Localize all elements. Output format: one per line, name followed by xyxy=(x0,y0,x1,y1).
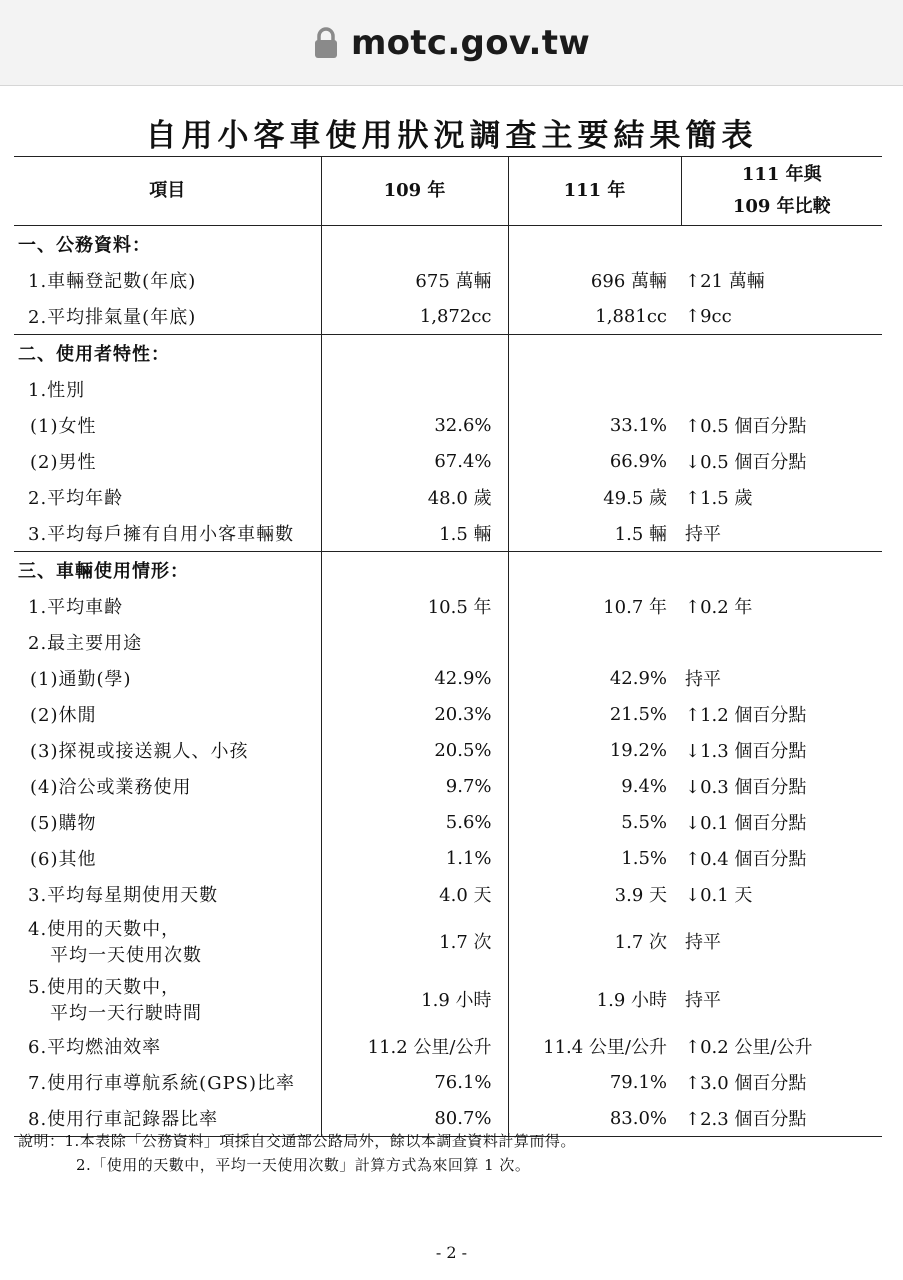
value-111: 3.9 天 xyxy=(614,885,667,906)
value-111: 21.5% xyxy=(609,703,667,725)
row-label: (1)通勤(學) xyxy=(14,660,321,696)
value-111: 42.9% xyxy=(609,667,667,689)
section-heading-row xyxy=(14,552,882,589)
row-label: 2.平均排氣量(年底) xyxy=(14,298,321,335)
row-label: (3)探視或接送親人、小孩 xyxy=(14,732,321,768)
value-109: 76.1% xyxy=(321,1064,508,1100)
header-109: 109 年 xyxy=(321,157,508,226)
header-compare-line1: 111 年與 xyxy=(741,164,822,185)
footnotes xyxy=(18,1129,576,1177)
row-label: 1.車輛登記數(年底) xyxy=(14,262,321,298)
row-label: (6)其他 xyxy=(14,840,321,876)
table-row xyxy=(14,515,882,552)
value-111: 83.0% xyxy=(508,1100,681,1137)
value-109: 20.5% xyxy=(321,732,508,768)
value-compare xyxy=(681,371,882,407)
value-compare: ↓0.1 個百分點 xyxy=(685,813,807,834)
table-row xyxy=(14,624,882,660)
row-label-line2: 平均一天行駛時間 xyxy=(50,1003,202,1024)
value-109: 4.0 天 xyxy=(321,876,508,912)
value-109: 1.7 次 xyxy=(321,912,508,970)
section-heading: 二、使用者特性： xyxy=(14,335,321,372)
table-row xyxy=(14,588,882,624)
value-109: 5.6% xyxy=(321,804,508,840)
document-title: 自用小客車使用狀況調查主要結果簡表 xyxy=(145,118,758,154)
value-compare: ↑0.2 年 xyxy=(685,597,753,618)
value-109: 1.1% xyxy=(321,840,508,876)
value-111 xyxy=(508,371,681,407)
value-111: 9.4% xyxy=(621,775,667,797)
row-label: 7.使用行車導航系統(GPS)比率 xyxy=(14,1064,321,1100)
row-label: (5)購物 xyxy=(14,804,321,840)
value-109: 48.0 歲 xyxy=(321,479,508,515)
footnote-1: 說明：1.本表除「公務資料」項採自交通部公路局外，餘以本調查資料計算而得。 xyxy=(18,1132,576,1150)
value-109 xyxy=(321,371,508,407)
value-111: 1.5% xyxy=(621,847,667,869)
table-row xyxy=(14,262,882,298)
value-109: 1,872cc xyxy=(321,298,508,335)
page-number: - 2 - xyxy=(435,1243,468,1262)
url-text: motc.gov.tw xyxy=(350,22,591,63)
value-109: 32.6% xyxy=(321,407,508,443)
section-heading: 三、車輛使用情形： xyxy=(14,552,321,589)
table-row xyxy=(14,912,882,970)
table-row xyxy=(14,407,882,443)
empty-cell xyxy=(681,552,882,589)
table-row xyxy=(14,660,882,696)
header-compare xyxy=(681,157,882,226)
table-row xyxy=(14,298,882,335)
value-compare: 持平 xyxy=(681,515,882,552)
table-row xyxy=(14,371,882,407)
value-compare: 持平 xyxy=(685,669,721,690)
table-row xyxy=(14,840,882,876)
url-display[interactable] xyxy=(313,23,590,63)
empty-cell xyxy=(321,335,508,372)
value-compare: ↑3.0 個百分點 xyxy=(685,1073,807,1094)
value-111: 33.1% xyxy=(609,414,667,436)
empty-cell xyxy=(681,335,882,372)
row-label: (2)男性 xyxy=(14,443,321,479)
value-compare: ↑2.3 個百分點 xyxy=(681,1100,882,1137)
row-label: 1.性別 xyxy=(14,371,321,407)
footnote-2: 2.「使用的天數中，平均一天使用次數」計算方式為來回算 1 次。 xyxy=(76,1156,531,1174)
section-heading: 一、公務資料： xyxy=(14,226,321,263)
value-111: 1.9 小時 xyxy=(596,990,667,1011)
row-label: 2.平均年齡 xyxy=(14,479,321,515)
section-heading-row xyxy=(14,226,882,263)
table-row xyxy=(14,876,882,912)
table-row xyxy=(14,804,882,840)
empty-cell xyxy=(508,552,681,589)
table-row xyxy=(14,1028,882,1064)
row-label-line2: 平均一天使用次數 xyxy=(50,945,202,966)
browser-address-bar[interactable] xyxy=(0,0,903,86)
row-label: 8.使用行車記錄器比率 xyxy=(14,1100,321,1137)
value-111: 49.5 歲 xyxy=(603,488,667,509)
row-label: (4)洽公或業務使用 xyxy=(14,768,321,804)
value-111: 79.1% xyxy=(609,1071,667,1093)
header-row xyxy=(14,157,882,226)
value-compare: ↓0.3 個百分點 xyxy=(685,777,807,798)
value-111: 1,881cc xyxy=(508,298,681,335)
section-heading-row xyxy=(14,335,882,372)
table-row xyxy=(14,479,882,515)
row-label: (1)女性 xyxy=(14,407,321,443)
table-row xyxy=(14,443,882,479)
value-109: 10.5 年 xyxy=(321,588,508,624)
value-compare: ↑0.4 個百分點 xyxy=(685,849,807,870)
value-compare: ↑1.2 個百分點 xyxy=(685,705,807,726)
row-label: 2.最主要用途 xyxy=(14,624,321,660)
value-compare xyxy=(681,624,882,660)
value-compare: ↑21 萬輛 xyxy=(685,271,765,292)
value-compare: ↑0.5 個百分點 xyxy=(685,416,807,437)
results-table xyxy=(14,156,882,1137)
row-label: 1.平均車齡 xyxy=(14,588,321,624)
table-row xyxy=(14,732,882,768)
value-compare: 持平 xyxy=(685,990,721,1011)
row-label xyxy=(14,970,321,1028)
row-label: 3.平均每星期使用天數 xyxy=(14,876,321,912)
value-111: 19.2% xyxy=(609,739,667,761)
value-111: 11.4 公里/公升 xyxy=(543,1037,667,1058)
row-label-line1: 4.使用的天數中， xyxy=(28,919,181,940)
empty-cell xyxy=(321,226,508,263)
value-109 xyxy=(321,624,508,660)
value-compare: ↑0.2 公里/公升 xyxy=(685,1037,813,1058)
value-compare: ↓1.3 個百分點 xyxy=(685,741,807,762)
value-111 xyxy=(508,624,681,660)
empty-cell xyxy=(508,226,681,263)
table-row xyxy=(14,768,882,804)
value-compare: ↑1.5 歲 xyxy=(685,488,753,509)
row-label-line1: 5.使用的天數中， xyxy=(28,977,181,998)
value-compare: ↑9cc xyxy=(681,298,882,335)
value-109: 675 萬輛 xyxy=(321,262,508,298)
value-109: 1.9 小時 xyxy=(321,970,508,1028)
value-111: 10.7 年 xyxy=(603,597,667,618)
empty-cell xyxy=(681,226,882,263)
value-109: 1.5 輛 xyxy=(321,515,508,552)
row-label xyxy=(14,912,321,970)
table-row xyxy=(14,1064,882,1100)
value-109: 11.2 公里/公升 xyxy=(321,1028,508,1064)
value-compare: ↓0.1 天 xyxy=(685,885,753,906)
empty-cell xyxy=(508,335,681,372)
header-111: 111 年 xyxy=(508,157,681,226)
row-label: 3.平均每戶擁有自用小客車輛數 xyxy=(14,515,321,552)
value-compare: ↓0.5 個百分點 xyxy=(685,452,807,473)
row-label: 6.平均燃油效率 xyxy=(14,1028,321,1064)
empty-cell xyxy=(321,552,508,589)
value-111: 696 萬輛 xyxy=(590,271,667,292)
table-row xyxy=(14,970,882,1028)
value-111: 1.5 輛 xyxy=(508,515,681,552)
table-row xyxy=(14,696,882,732)
header-item: 項目 xyxy=(14,157,321,226)
value-109: 42.9% xyxy=(321,660,508,696)
value-111: 1.7 次 xyxy=(614,932,667,953)
value-111: 66.9% xyxy=(609,450,667,472)
value-111: 5.5% xyxy=(621,811,667,833)
lock-icon xyxy=(313,27,339,59)
value-compare: 持平 xyxy=(685,932,721,953)
value-109: 67.4% xyxy=(321,443,508,479)
header-compare-line2: 109 年比較 xyxy=(732,196,831,217)
value-109: 80.7% xyxy=(321,1100,508,1137)
value-109: 20.3% xyxy=(321,696,508,732)
row-label: (2)休閒 xyxy=(14,696,321,732)
value-109: 9.7% xyxy=(321,768,508,804)
